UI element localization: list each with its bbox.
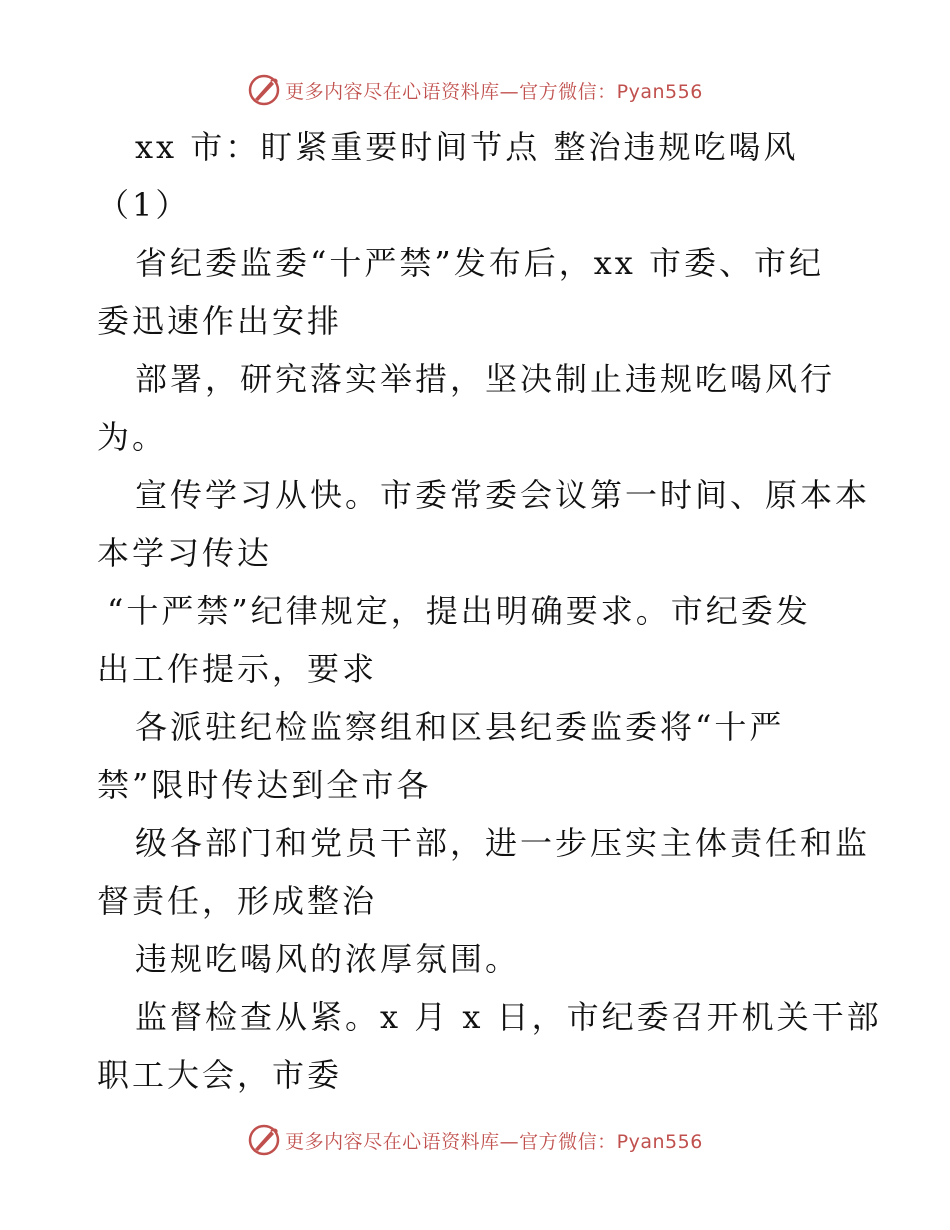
- paragraph-line: 出工作提示，要求: [97, 650, 378, 688]
- paragraph-line: 本学习传达: [97, 534, 273, 572]
- paragraph-line: 各派驻纪检监察组和区县纪委监委将“十严: [135, 708, 785, 746]
- footer-banner: [0, 1120, 950, 1160]
- paragraph-line: 级各部门和党员干部，进一步压实主体责任和监: [135, 824, 871, 862]
- paragraph-line: 监督检查从紧。x 月 x 日，市纪委召开机关干部: [135, 998, 882, 1036]
- header-banner-text: 更多内容尽在心语资料库—官方微信：Pyan556: [285, 80, 703, 103]
- document-title-line: （1）: [97, 186, 191, 224]
- paragraph-line: 委迅速作出安排: [97, 302, 343, 340]
- paragraph-line: 违规吃喝风的浓厚氛围。: [135, 940, 521, 978]
- paragraph-line: 为。: [97, 418, 168, 456]
- paragraph-line: 部署，研究落实举措，坚决制止违规吃喝风行: [135, 360, 836, 398]
- paragraph-line: 职工大会，市委: [97, 1056, 343, 1094]
- paragraph-line: 省纪委监委“十严禁”发布后，xx 市委、市纪: [135, 244, 824, 282]
- paragraph-line: 禁”限时传达到全市各: [97, 766, 432, 804]
- footer-banner-text: 更多内容尽在心语资料库—官方微信：Pyan556: [285, 1130, 703, 1153]
- header-banner: [0, 70, 950, 110]
- document-body: [97, 118, 882, 1104]
- quill-pen-logo-icon: [247, 73, 281, 107]
- paragraph-line: 宣传学习从快。市委常委会议第一时间、原本本: [135, 476, 871, 514]
- paragraph-line: “十严禁”纪律规定，提出明确要求。市纪委发: [107, 592, 811, 630]
- document-title-line: xx 市：盯紧重要时间节点 整治违规吃喝风: [135, 128, 799, 166]
- paragraph-line: 督责任，形成整治: [97, 882, 378, 920]
- quill-pen-logo-icon: [247, 1123, 281, 1157]
